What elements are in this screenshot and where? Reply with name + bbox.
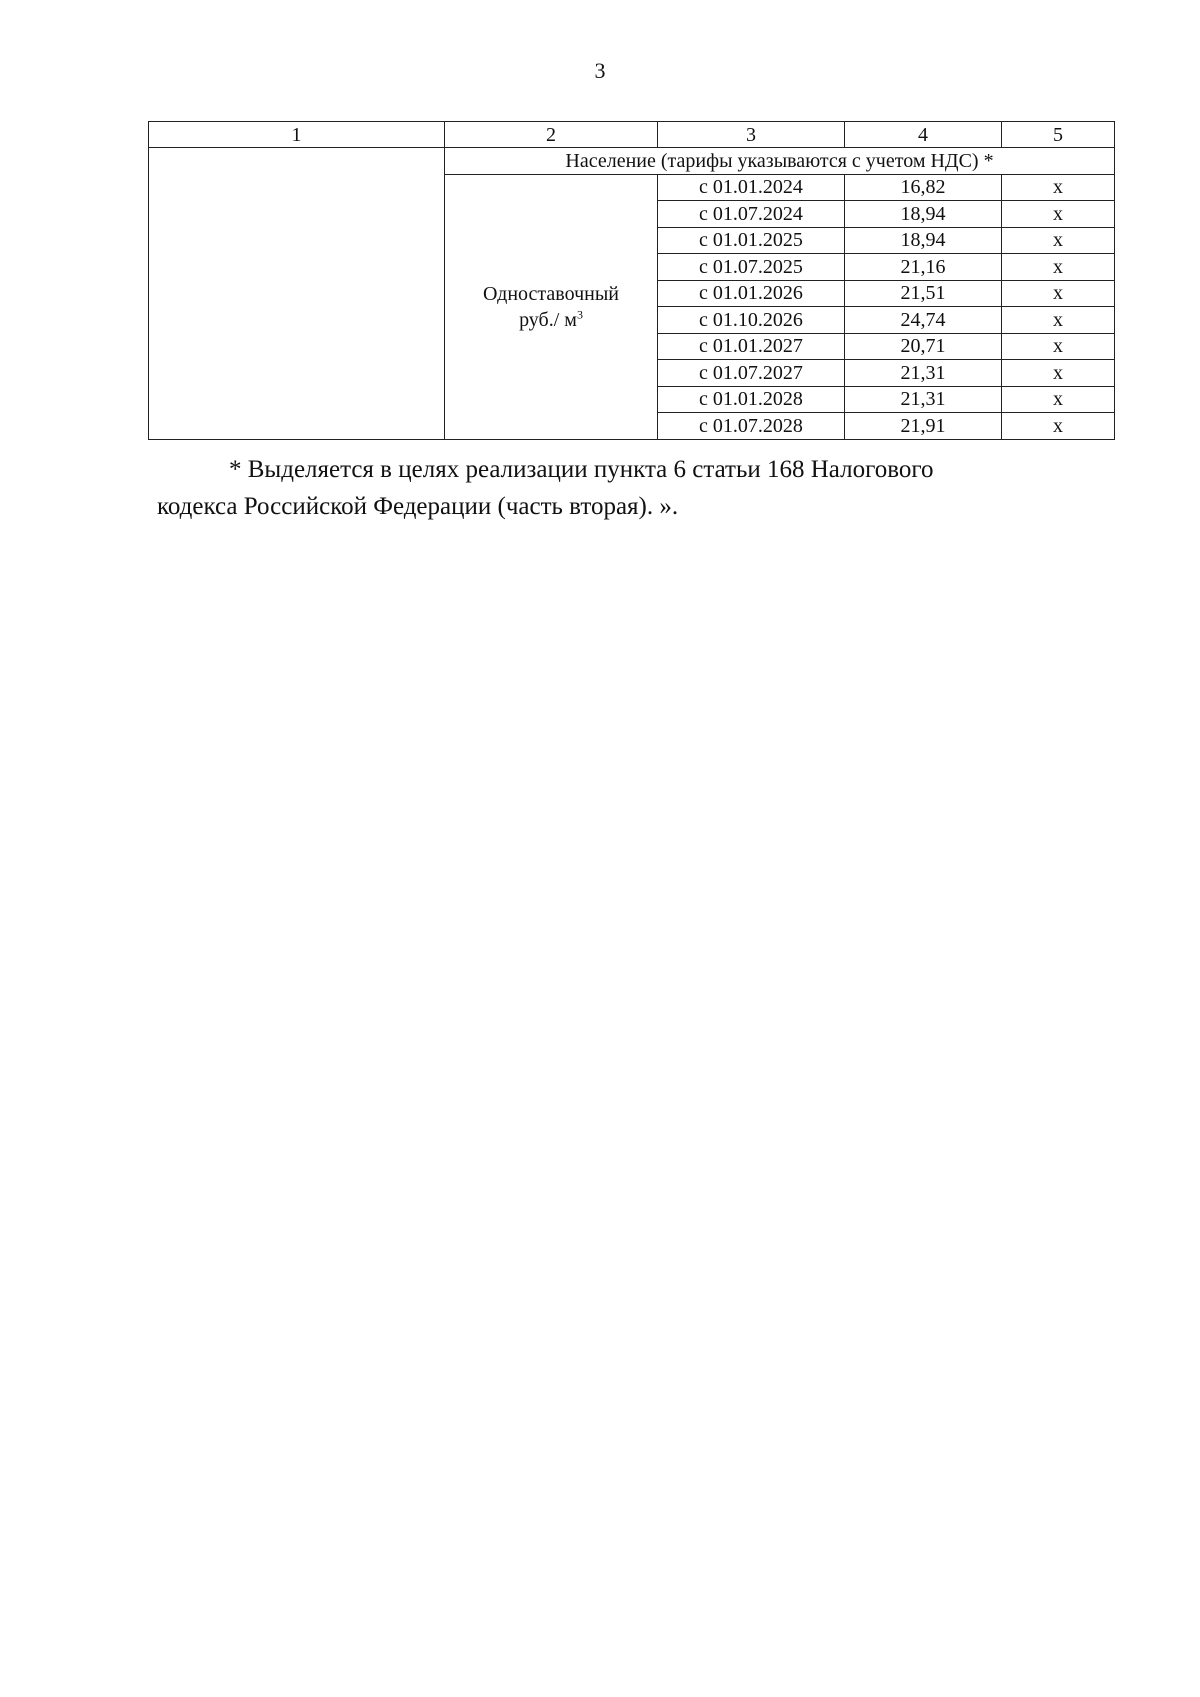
group-header-row bbox=[149, 148, 1115, 175]
column-number: 3 bbox=[658, 122, 845, 148]
column-number: 5 bbox=[1002, 122, 1115, 148]
column-number-row bbox=[149, 122, 1115, 148]
period-cell: с 01.10.2026 bbox=[658, 307, 845, 334]
value-cell: 21,16 bbox=[845, 254, 1002, 281]
col5-cell: х bbox=[1002, 254, 1115, 281]
col5-cell: х bbox=[1002, 360, 1115, 387]
value-cell: 24,74 bbox=[845, 307, 1002, 334]
column-number: 2 bbox=[445, 122, 658, 148]
group-header: Население (тарифы указываются с учетом НДС) * bbox=[445, 148, 1115, 175]
period-cell: с 01.01.2024 bbox=[658, 174, 845, 201]
footnote-line-2: кодекса Российской Федерации (часть вторая). ». bbox=[157, 493, 679, 520]
col5-cell: х bbox=[1002, 307, 1115, 334]
value-cell: 16,82 bbox=[845, 174, 1002, 201]
col5-cell: х bbox=[1002, 413, 1115, 440]
footnote-line-1: * Выделяется в целях реализации пункта 6 статьи 168 Налогового bbox=[229, 456, 934, 483]
empty-cell bbox=[149, 148, 445, 440]
value-cell: 21,31 bbox=[845, 386, 1002, 413]
period-cell: с 01.07.2027 bbox=[658, 360, 845, 387]
rate-type-name: Одноставочный bbox=[483, 282, 619, 305]
col5-cell: х bbox=[1002, 333, 1115, 360]
unit-base: руб./ м bbox=[519, 308, 577, 331]
period-cell: с 01.07.2024 bbox=[658, 201, 845, 228]
value-cell: 21,31 bbox=[845, 360, 1002, 387]
column-number: 4 bbox=[845, 122, 1002, 148]
rate-type-cell bbox=[445, 174, 658, 439]
period-cell: с 01.01.2027 bbox=[658, 333, 845, 360]
col5-cell: х bbox=[1002, 280, 1115, 307]
footnote bbox=[157, 451, 1109, 525]
value-cell: 18,94 bbox=[845, 227, 1002, 254]
rate-type-unit bbox=[445, 307, 657, 333]
col5-cell: х bbox=[1002, 174, 1115, 201]
col5-cell: х bbox=[1002, 227, 1115, 254]
tariff-table bbox=[148, 121, 1115, 440]
column-number: 1 bbox=[149, 122, 445, 148]
period-cell: с 01.01.2028 bbox=[658, 386, 845, 413]
period-cell: с 01.07.2028 bbox=[658, 413, 845, 440]
value-cell: 20,71 bbox=[845, 333, 1002, 360]
value-cell: 21,91 bbox=[845, 413, 1002, 440]
value-cell: 21,51 bbox=[845, 280, 1002, 307]
period-cell: с 01.01.2025 bbox=[658, 227, 845, 254]
unit-exponent: 3 bbox=[576, 306, 583, 321]
col5-cell: х bbox=[1002, 386, 1115, 413]
col5-cell: х bbox=[1002, 201, 1115, 228]
period-cell: с 01.01.2026 bbox=[658, 280, 845, 307]
page-number: 3 bbox=[594, 58, 606, 83]
period-cell: с 01.07.2025 bbox=[658, 254, 845, 281]
value-cell: 18,94 bbox=[845, 201, 1002, 228]
